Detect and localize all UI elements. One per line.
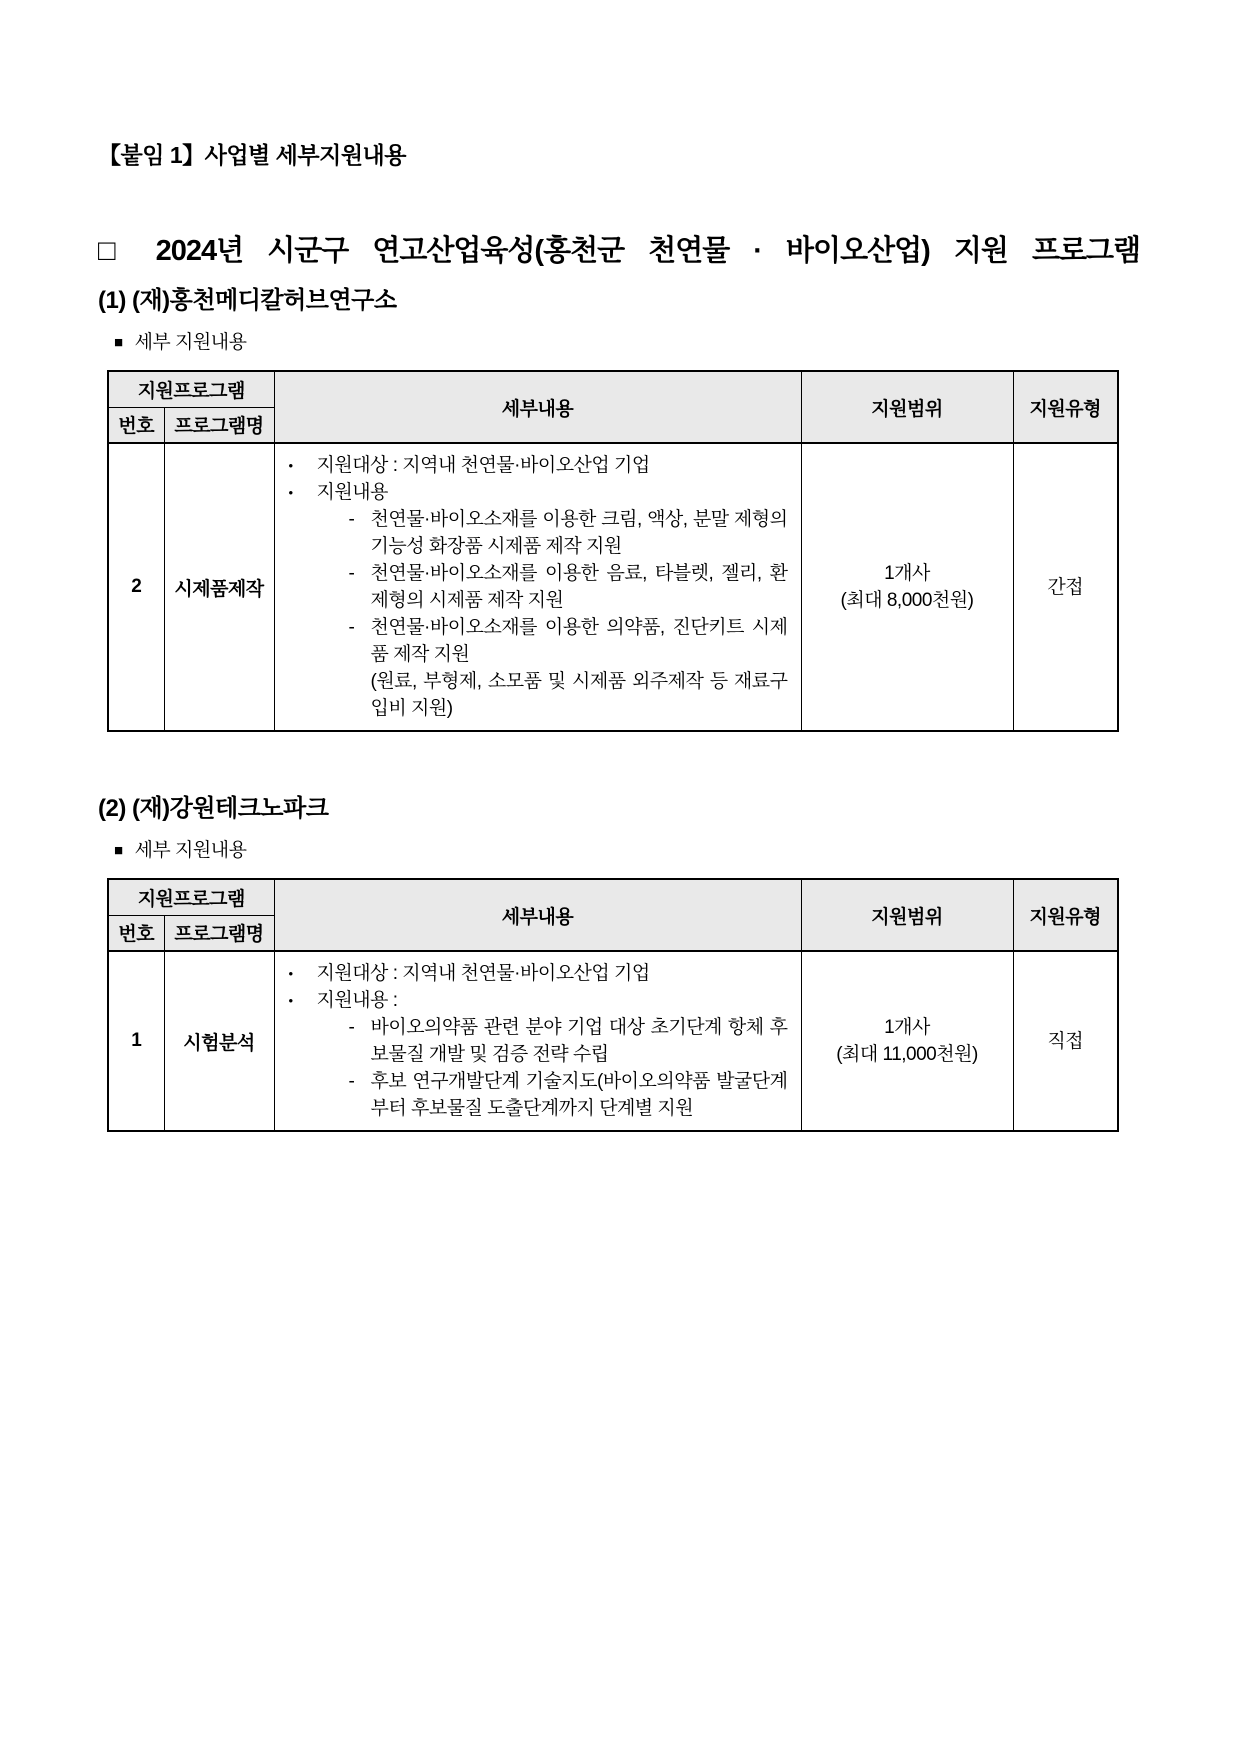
dash-icon: - [348,509,355,530]
support-table-1-header [108,371,1118,443]
dash-icon: - [348,1071,355,1092]
detail-line [287,1014,788,1068]
detail-line [287,960,788,987]
cell-detail [274,951,801,1131]
table-row [108,951,1118,1131]
detail-line [287,506,788,560]
cell-no: 2 [108,443,164,731]
bullet-icon: • [288,485,293,500]
detail-text: 지원대상 : 지역내 천연물·바이오산업 기업 [316,963,650,984]
cell-scope [801,951,1013,1131]
main-heading-text: 2024년 시군구 연고산업육성(홍천군 천연물 · 바이오산업) 지원 프로그램 [155,235,1140,267]
section-1-heading: (1) (재)홍천메디칼허브연구소 [98,287,397,314]
detail-text: 후보 연구개발단계 기술지도(바이오의약품 발굴단계부터 후보물질 도출단계까지 단계별 지원 [370,1071,788,1119]
bullet-icon: • [288,993,293,1008]
header-cell-detail: 세부내용 [274,371,801,443]
support-table-2-header [108,879,1118,951]
dash-icon: - [348,563,355,584]
header-cell-no: 번호 [108,407,164,443]
header-cell-type: 지원유형 [1013,879,1118,951]
dash-icon: - [348,1017,355,1038]
scope-line-2: (최대 11,000천원) [836,1044,978,1065]
detail-line [287,668,788,722]
empty-square-bullet-icon: □ [98,235,132,267]
doc-title: 【붙임 1】사업별 세부지원내용 [98,142,406,168]
header-cell-scope: 지원범위 [801,879,1013,951]
detail-text: 지원대상 : 지역내 천연물·바이오산업 기업 [316,455,650,476]
cell-support-type: 직접 [1013,951,1118,1131]
header-cell-detail: 세부내용 [274,879,801,951]
cell-support-type: 간접 [1013,443,1118,731]
detail-line [287,1068,788,1122]
dash-icon: - [348,617,355,638]
cell-detail [274,443,801,731]
header-cell-program-group: 지원프로그램 [108,879,274,915]
bullet-icon: • [288,966,293,981]
header-cell-program-name: 프로그램명 [164,407,274,443]
detail-text: (원료, 부형제, 소모품 및 시제품 외주제작 등 재료구입비 지원) [370,671,788,719]
scope-line-1: 1개사 [884,1017,930,1038]
header-cell-scope: 지원범위 [801,371,1013,443]
table-row [108,443,1118,731]
cell-no: 1 [108,951,164,1131]
detail-line [287,452,788,479]
detail-text: 천연물·바이오소재를 이용한 크림, 액상, 분말 제형의 기능성 화장품 시제품 제작 지원 [370,509,788,557]
section-2-subheading [98,838,1140,864]
filled-square-bullet-icon: ■ [114,334,123,351]
cell-program-name: 시제품제작 [164,443,274,731]
scope-line-2: (최대 8,000천원) [840,590,974,611]
scope-line-1: 1개사 [884,563,930,584]
detail-text: 지원내용 [316,482,388,503]
header-cell-type: 지원유형 [1013,371,1118,443]
detail-text: 천연물·바이오소재를 이용한 의약품, 진단키트 시제품 제작 지원 [370,617,788,665]
support-table-1 [107,370,1119,732]
section-2-subheading-text: 세부 지원내용 [134,840,247,861]
support-table-2 [107,878,1119,1132]
detail-line [287,987,788,1014]
header-cell-program-group: 지원프로그램 [108,371,274,407]
detail-text: 지원내용 : [316,990,398,1011]
detail-text: 바이오의약품 관련 분야 기업 대상 초기단계 항체 후보물질 개발 및 검증 전략 수립 [370,1017,788,1065]
section-2-heading: (2) (재)강원테크노파크 [98,795,329,822]
detail-text: 천연물·바이오소재를 이용한 음료, 타블렛, 젤리, 환 제형의 시제품 제작 지원 [370,563,788,611]
header-cell-no: 번호 [108,915,164,951]
cell-scope [801,443,1013,731]
main-heading [98,232,1140,270]
cell-program-name: 시험분석 [164,951,274,1131]
filled-square-bullet-icon: ■ [114,842,123,859]
detail-line [287,479,788,506]
section-1-subheading-text: 세부 지원내용 [134,332,247,353]
section-1-subheading [98,330,1140,356]
header-cell-program-name: 프로그램명 [164,915,274,951]
bullet-icon: • [288,458,293,473]
detail-line [287,614,788,668]
detail-line [287,560,788,614]
